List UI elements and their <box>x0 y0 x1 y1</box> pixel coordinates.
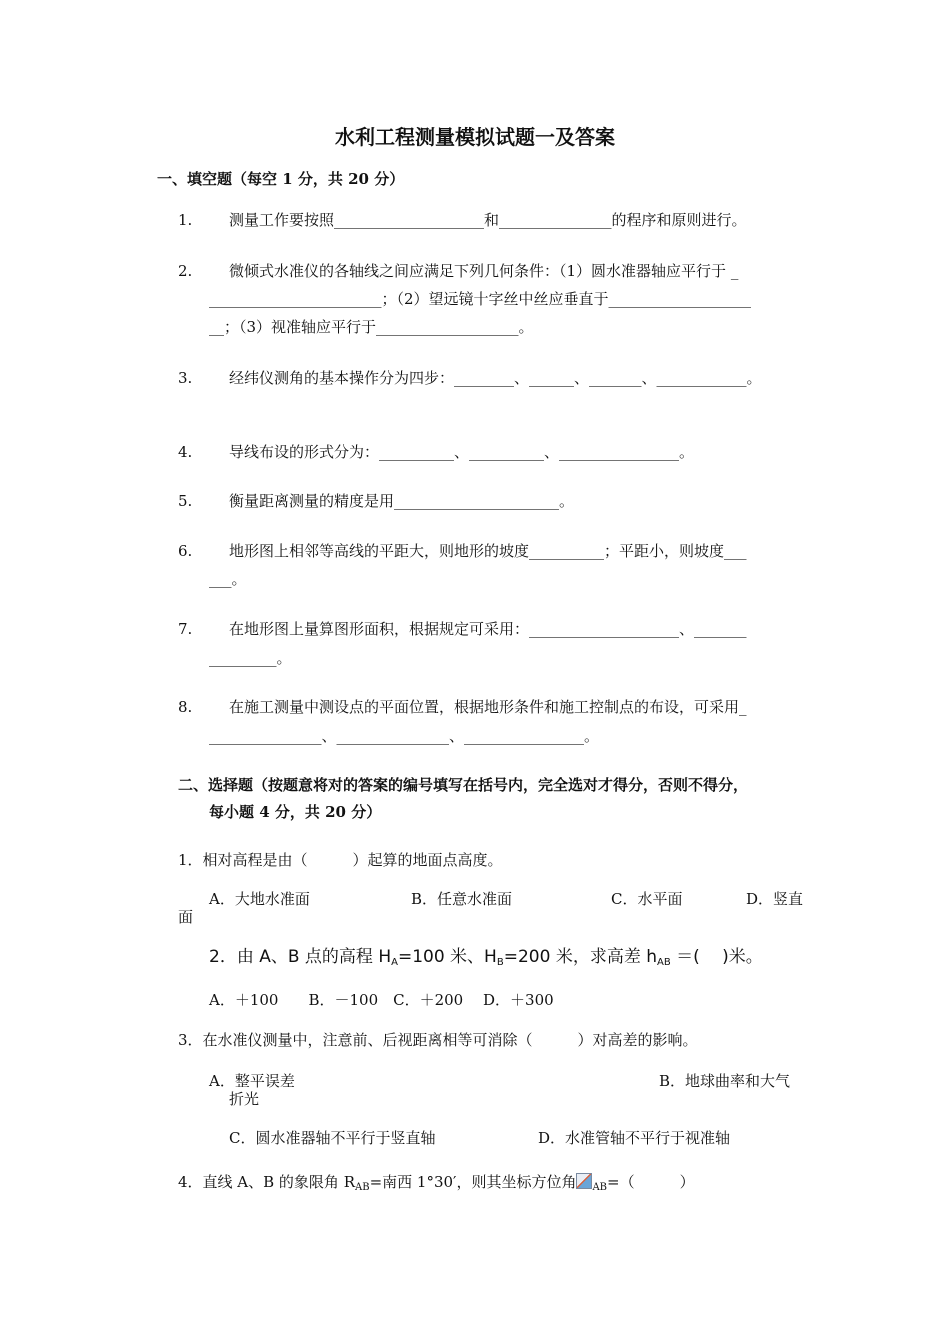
choice-3-option-a: A．整平误差 <box>209 1072 295 1090</box>
question-number: 5. <box>178 492 193 510</box>
question-number: 4. <box>178 443 193 461</box>
fill-question-3: 经纬仪测角的基本操作分为四步：________、______、_______、____________。 <box>229 369 762 387</box>
broken-image-icon <box>576 1173 592 1189</box>
choice-4-suffix: =（ ） <box>607 1173 695 1191</box>
choice-2-options: A．＋100 B．－100 C．＋200 D．＋300 <box>209 991 554 1009</box>
question-number: 8. <box>178 698 193 716</box>
section-1-heading: 一、填空题（每空 1 分，共 20 分） <box>157 170 405 188</box>
question-number: 6. <box>178 542 193 560</box>
choice-3-option-d: D．水准管轴不平行于视准轴 <box>538 1129 731 1147</box>
fill-question-4: 导线布设的形式分为：__________、__________、________________。 <box>229 443 695 461</box>
subscript-a: A <box>391 957 398 968</box>
choice-3-option-b-wrap: 折光 <box>229 1090 260 1108</box>
choice-2-suffix: ＝( )米。 <box>670 947 763 967</box>
section-2-heading-line1: 二、选择题（按题意将对的答案的编号填写在括号内，完全选对才得分，否则不得分， <box>178 776 749 794</box>
fill-question-1: 测量工作要按照____________________和_______________的程序和原则进行。 <box>229 211 747 229</box>
page-title: 水利工程测量模拟试题一及答案 <box>335 125 615 149</box>
choice-question-4 <box>178 1172 695 1198</box>
choice-2-mid2: =200 米，求高差 h <box>503 947 657 967</box>
choice-1-option-a: A．大地水准面 <box>209 890 310 908</box>
question-number: 7. <box>178 620 193 638</box>
subscript-ab: AB <box>657 957 671 968</box>
question-number: 1. <box>178 211 193 229</box>
choice-question-1: 1．相对高程是由（ ）起算的地面点高度。 <box>178 851 503 869</box>
choice-2-prefix: 2．由 A、B 点的高程 H <box>209 947 392 967</box>
fill-question-6-line1: 地形图上相邻等高线的平距大，则地形的坡度__________；平距小，则坡度___ <box>229 542 747 560</box>
choice-1-option-d: D．竖直 <box>746 890 804 908</box>
fill-question-6-line2: ___。 <box>209 570 247 588</box>
subscript-ab: AB <box>355 1182 370 1193</box>
question-number: 3. <box>178 369 193 387</box>
choice-3-option-b: B．地球曲率和大气 <box>659 1072 791 1090</box>
section-2-heading-line2: 每小题 4 分，共 20 分） <box>209 803 382 821</box>
choice-1-option-b: B．任意水准面 <box>411 890 513 908</box>
choice-1-option-c: C．水平面 <box>611 890 683 908</box>
choice-4-mid: =南西 1°30′，则其坐标方位角 <box>369 1173 577 1191</box>
fill-question-7-line1: 在地形图上量算图形面积，根据规定可采用：____________________、_______ <box>229 620 747 638</box>
subscript-ab: AB <box>592 1182 608 1193</box>
choice-1-option-d-wrap: 面 <box>178 908 194 926</box>
choice-2-mid1: =100 米、H <box>397 947 497 967</box>
subscript-b: B <box>496 957 504 968</box>
fill-question-7-line2: _________。 <box>209 649 292 667</box>
choice-question-3: 3．在水准仪测量中，注意前、后视距离相等可消除（ ）对高差的影响。 <box>178 1031 698 1049</box>
choice-question-2 <box>209 946 763 974</box>
fill-question-8-line2: _______________、_______________、________________。 <box>209 727 600 745</box>
choice-3-option-c: C．圆水准器轴不平行于竖直轴 <box>229 1129 436 1147</box>
question-number: 2. <box>178 262 193 280</box>
fill-question-2-line3: __；（3）视准轴应平行于___________________。 <box>209 318 534 336</box>
fill-question-2-line1: 微倾式水准仪的各轴线之间应满足下列几何条件：（1）圆水准器轴应平行于 _ <box>229 262 739 280</box>
choice-4-prefix: 4．直线 A、B 的象限角 R <box>178 1173 355 1191</box>
fill-question-8-line1: 在施工测量中测设点的平面位置，根据地形条件和施工控制点的布设，可采用_ <box>229 698 747 716</box>
fill-question-5: 衡量距离测量的精度是用______________________。 <box>229 492 575 510</box>
fill-question-2-line2: _______________________；（2）望远镜十字丝中丝应垂直于___________________ <box>209 290 752 308</box>
